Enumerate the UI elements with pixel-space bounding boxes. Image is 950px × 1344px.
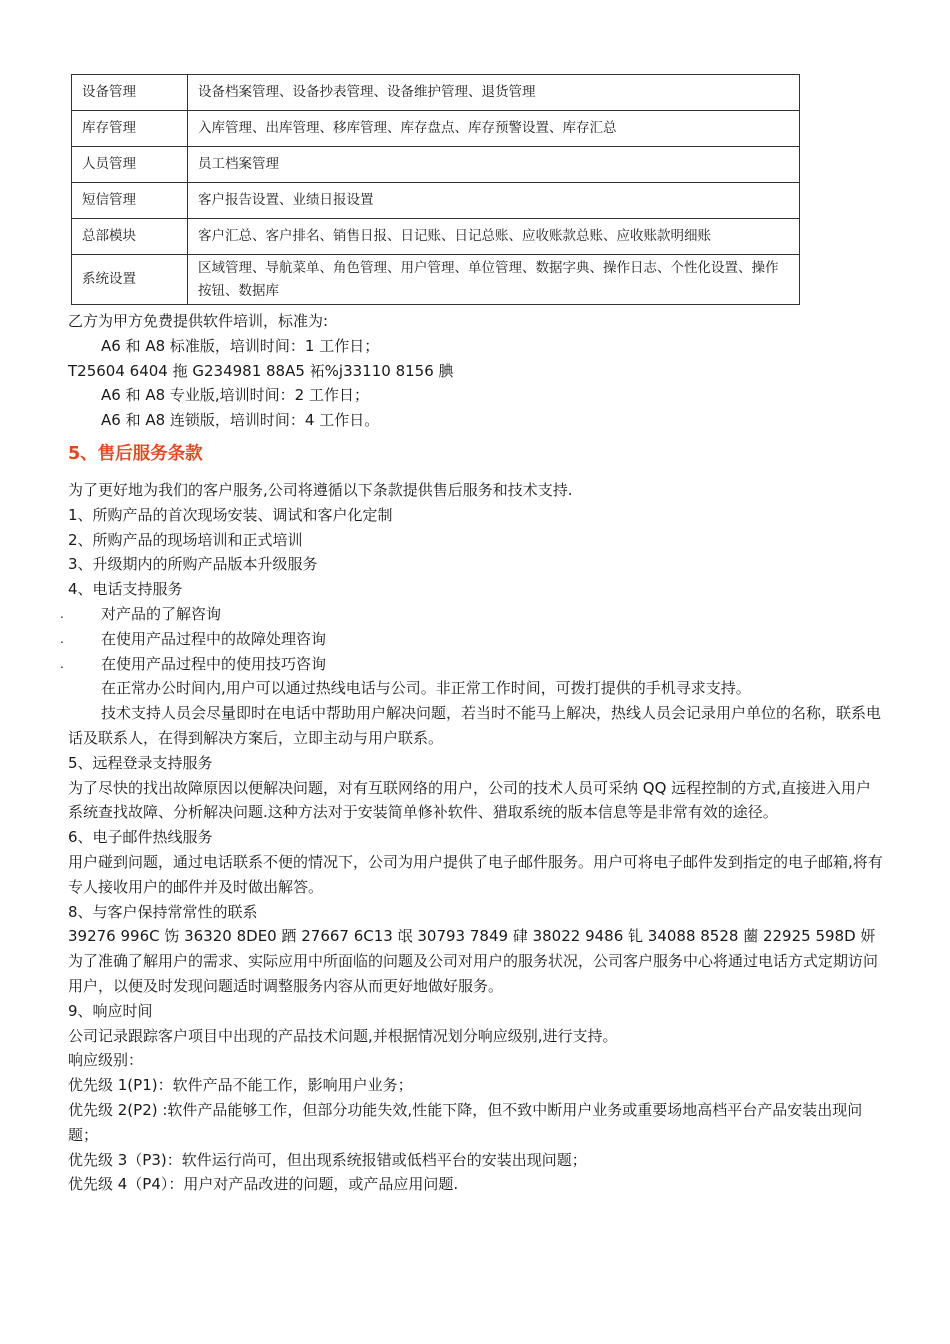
bullet-item: . 对产品的了解咨询 bbox=[68, 602, 883, 627]
priority-p4: 优先级 4（P4）：用户对产品改进的问题，或产品应用问题. bbox=[68, 1175, 459, 1194]
table-row bbox=[72, 219, 800, 255]
bullet-item: . 在使用产品过程中的使用技巧咨询 bbox=[68, 652, 883, 677]
body-text bbox=[68, 309, 883, 1197]
priority-p2: 优先级 2(P2) :软件产品能够工作，但部分功能失效,性能下降，但不致中断用户业务或重要场地高档平台产品安装出现问题； bbox=[68, 1100, 863, 1144]
training-pro: A6 和 A8 专业版,培训时间：2 工作日； bbox=[101, 386, 369, 405]
list-item: 1、所购产品的首次现场安装、调试和客户化定制 bbox=[68, 505, 393, 524]
phone-paragraph: 技术支持人员会尽量即时在电话中帮助用户解决问题，若当时不能马上解决，热线人员会记录用户单位的名称，联系电话及联系人，在得到解决方案后，立即主动与用户联系。 bbox=[68, 704, 882, 747]
table-row bbox=[72, 75, 800, 111]
table-row bbox=[72, 255, 800, 305]
module-name: 短信管理 bbox=[72, 183, 188, 219]
garbled-line: T25604 6404 拖 G234981 88A5 袥%j33110 8156 腆 bbox=[68, 361, 454, 380]
priority-p1: 优先级 1(P1)：软件产品不能工作，影响用户业务； bbox=[68, 1076, 413, 1095]
module-table bbox=[71, 74, 800, 305]
phone-paragraph: 在正常办公时间内,用户可以通过热线电话与公司。非正常工作时间，可拨打提供的手机寻求支持。 bbox=[101, 679, 751, 698]
table-row bbox=[72, 111, 800, 147]
module-desc: 员工档案管理 bbox=[188, 147, 800, 183]
section-heading: 5、售后服务条款 bbox=[68, 443, 203, 464]
module-desc: 入库管理、出库管理、移库管理、库存盘点、库存预警设置、库存汇总 bbox=[188, 111, 800, 147]
section-intro: 为了更好地为我们的客户服务,公司将遵循以下条款提供售后服务和技术支持. bbox=[68, 480, 573, 499]
email-paragraph: 用户碰到问题，通过电话联系不便的情况下，公司为用户提供了电子邮件服务。用户可将电子邮件发到指定的电子邮箱,将有专人接收用户的邮件并及时做出解答。 bbox=[68, 852, 883, 896]
module-name: 设备管理 bbox=[72, 75, 188, 111]
table-row bbox=[72, 147, 800, 183]
response-intro: 公司记录跟踪客户项目中出现的产品技术问题,并根据情况划分响应级别,进行支持。 bbox=[68, 1026, 618, 1045]
training-chain: A6 和 A8 连锁版，培训时间：4 工作日。 bbox=[101, 411, 380, 430]
module-desc: 客户报告设置、业绩日报设置 bbox=[188, 183, 800, 219]
list-item: 2、所购产品的现场培训和正式培训 bbox=[68, 530, 303, 549]
list-item: 8、与客户保持常常性的联系 bbox=[68, 902, 258, 921]
training-standard: A6 和 A8 标准版，培训时间：1 工作日； bbox=[101, 336, 380, 355]
priority-p3: 优先级 3（P3)：软件运行尚可，但出现系统报错或低档平台的安装出现问题； bbox=[68, 1150, 587, 1169]
list-item: 6、电子邮件热线服务 bbox=[68, 828, 213, 847]
bullet-item: . 在使用产品过程中的故障处理咨询 bbox=[68, 627, 883, 652]
list-item: 4、电话支持服务 bbox=[68, 580, 183, 599]
list-item: 3、升级期内的所购产品版本升级服务 bbox=[68, 555, 318, 574]
module-name: 总部模块 bbox=[72, 219, 188, 255]
module-name: 人员管理 bbox=[72, 147, 188, 183]
training-intro: 乙方为甲方免费提供软件培训，标准为: bbox=[68, 312, 329, 330]
levels-label: 响应级别： bbox=[68, 1051, 144, 1070]
module-name: 库存管理 bbox=[72, 111, 188, 147]
module-desc: 设备档案管理、设备抄表管理、设备维护管理、退货管理 bbox=[188, 75, 800, 111]
table-row bbox=[72, 183, 800, 219]
list-item: 9、响应时间 bbox=[68, 1001, 153, 1020]
module-desc: 客户汇总、客户排名、销售日报、日记账、日记总账、应收账款总账、应收账款明细账 bbox=[188, 219, 800, 255]
module-desc: 区域管理、导航菜单、角色管理、用户管理、单位管理、数据字典、操作日志、个性化设置、操作按钮、数据库 bbox=[188, 255, 800, 305]
module-name: 系统设置 bbox=[72, 255, 188, 305]
garbled-line: 39276 996C 饬 36320 8DE0 跴 27667 6C13 氓 30793 7849 硉 38022 9486 钆 34088 8528 蔨 22925 598D 妍 bbox=[68, 927, 876, 946]
contact-paragraph: 为了准确了解用户的需求、实际应用中所面临的问题及公司对用户的服务状况，公司客户服务中心将通过电话方式定期访问用户，以便及时发现问题适时调整服务内容从而更好地做好服务。 bbox=[68, 952, 879, 995]
list-item: 5、远程登录支持服务 bbox=[68, 753, 213, 772]
remote-paragraph: 为了尽快的找出故障原因以便解决问题，对有互联网络的用户，公司的技术人员可采纳 QQ 远程控制的方式,直接进入用户系统查找故障、分析解决问题.这种方法对于安装简单修补软件、猎取系统的版本信息等是非常有效的途径。 bbox=[68, 778, 871, 822]
